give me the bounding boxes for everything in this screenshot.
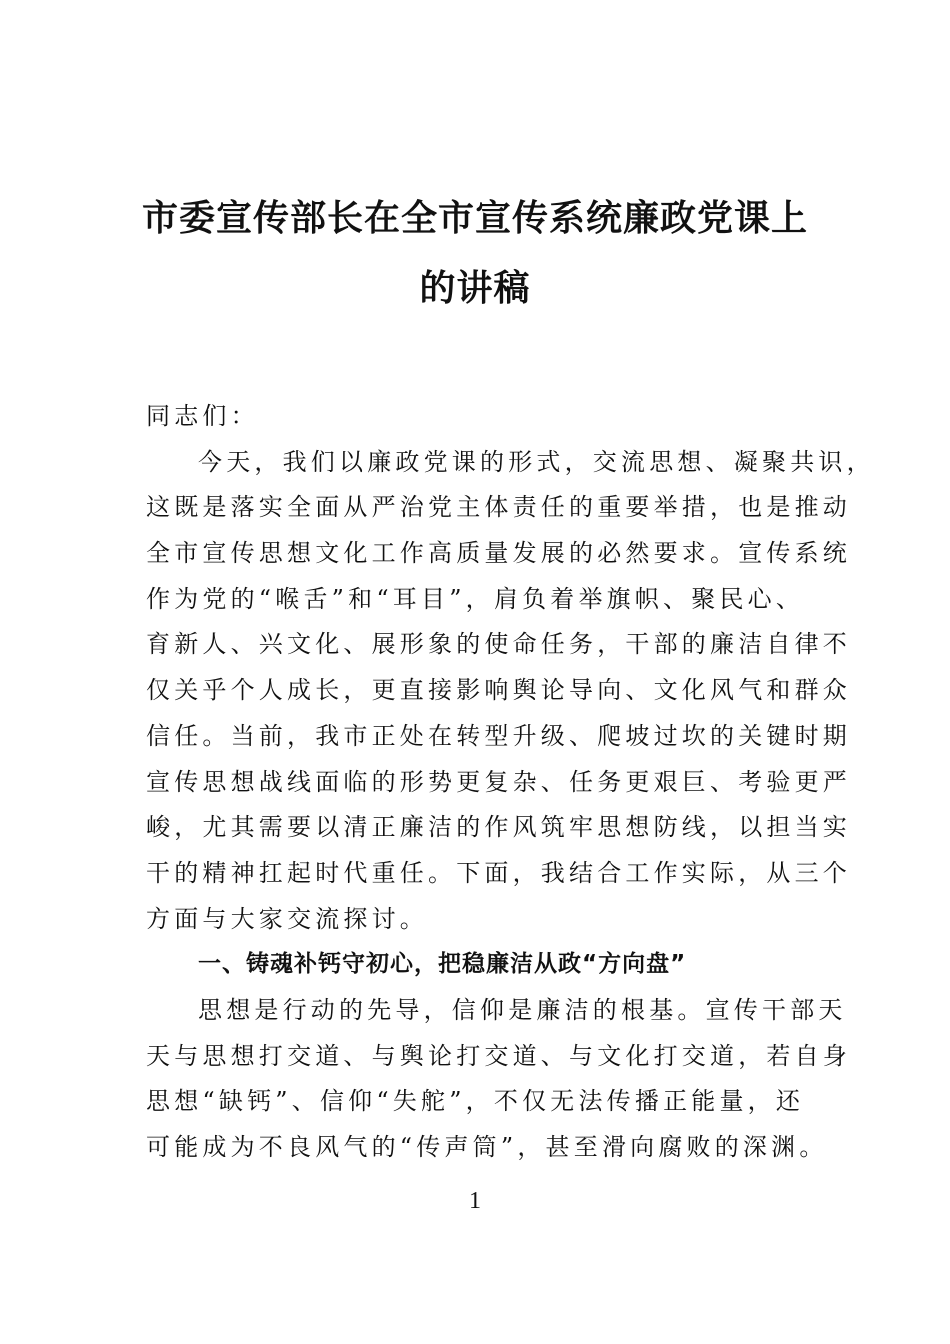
body-line: 干的精神扛起时代重任。下面，我结合工作实际，从三个 xyxy=(146,858,851,887)
page-number: 1 xyxy=(469,1188,481,1214)
body-line: 今天，我们以廉政党课的形式，交流思想、凝聚共识， xyxy=(198,447,875,476)
body-line: 思想是行动的先导，信仰是廉洁的根基。宣传干部天 xyxy=(198,995,847,1024)
body-line: 作为党的“喉舌”和“耳目”，肩负着举旗帜、聚民心、 xyxy=(146,584,805,613)
body-line: 方面与大家交流探讨。 xyxy=(146,904,428,933)
section-heading: 一、铸魂补钙守初心，把稳廉洁从政“方向盘” xyxy=(198,951,687,978)
body-line: 可能成为不良风气的“传声筒”，甚至滑向腐败的深渊。 xyxy=(146,1133,828,1161)
document-title-line-1: 市委宣传部长在全市宣传系统廉政党课上 xyxy=(141,197,808,239)
body-line: 宣传思想战线面临的形势更复杂、任务更艰巨、考验更严 xyxy=(146,767,851,796)
body-line: 峻，尤其需要以清正廉洁的作风筑牢思想防线，以担当实 xyxy=(146,813,851,842)
body-line: 全市宣传思想文化工作高质量发展的必然要求。宣传系统 xyxy=(146,539,851,568)
body-line: 育新人、兴文化、展形象的使命任务，干部的廉洁自律不 xyxy=(146,630,851,659)
body-line: 思想“缺钙”、信仰“失舵”，不仅无法传播正能量，还 xyxy=(146,1087,805,1116)
document-title-line-2: 的讲稿 xyxy=(419,267,531,309)
body-line: 信任。当前，我市正处在转型升级、爬坡过坎的关键时期 xyxy=(146,721,851,750)
body-line: 这既是落实全面从严治党主体责任的重要举措，也是推动 xyxy=(146,493,851,522)
document-body xyxy=(146,394,875,1171)
body-line: 天与思想打交道、与舆论打交道、与文化打交道，若自身 xyxy=(146,1041,851,1070)
body-line: 仅关乎个人成长，更直接影响舆论导向、文化风气和群众 xyxy=(146,676,851,705)
salutation: 同志们： xyxy=(146,402,259,430)
